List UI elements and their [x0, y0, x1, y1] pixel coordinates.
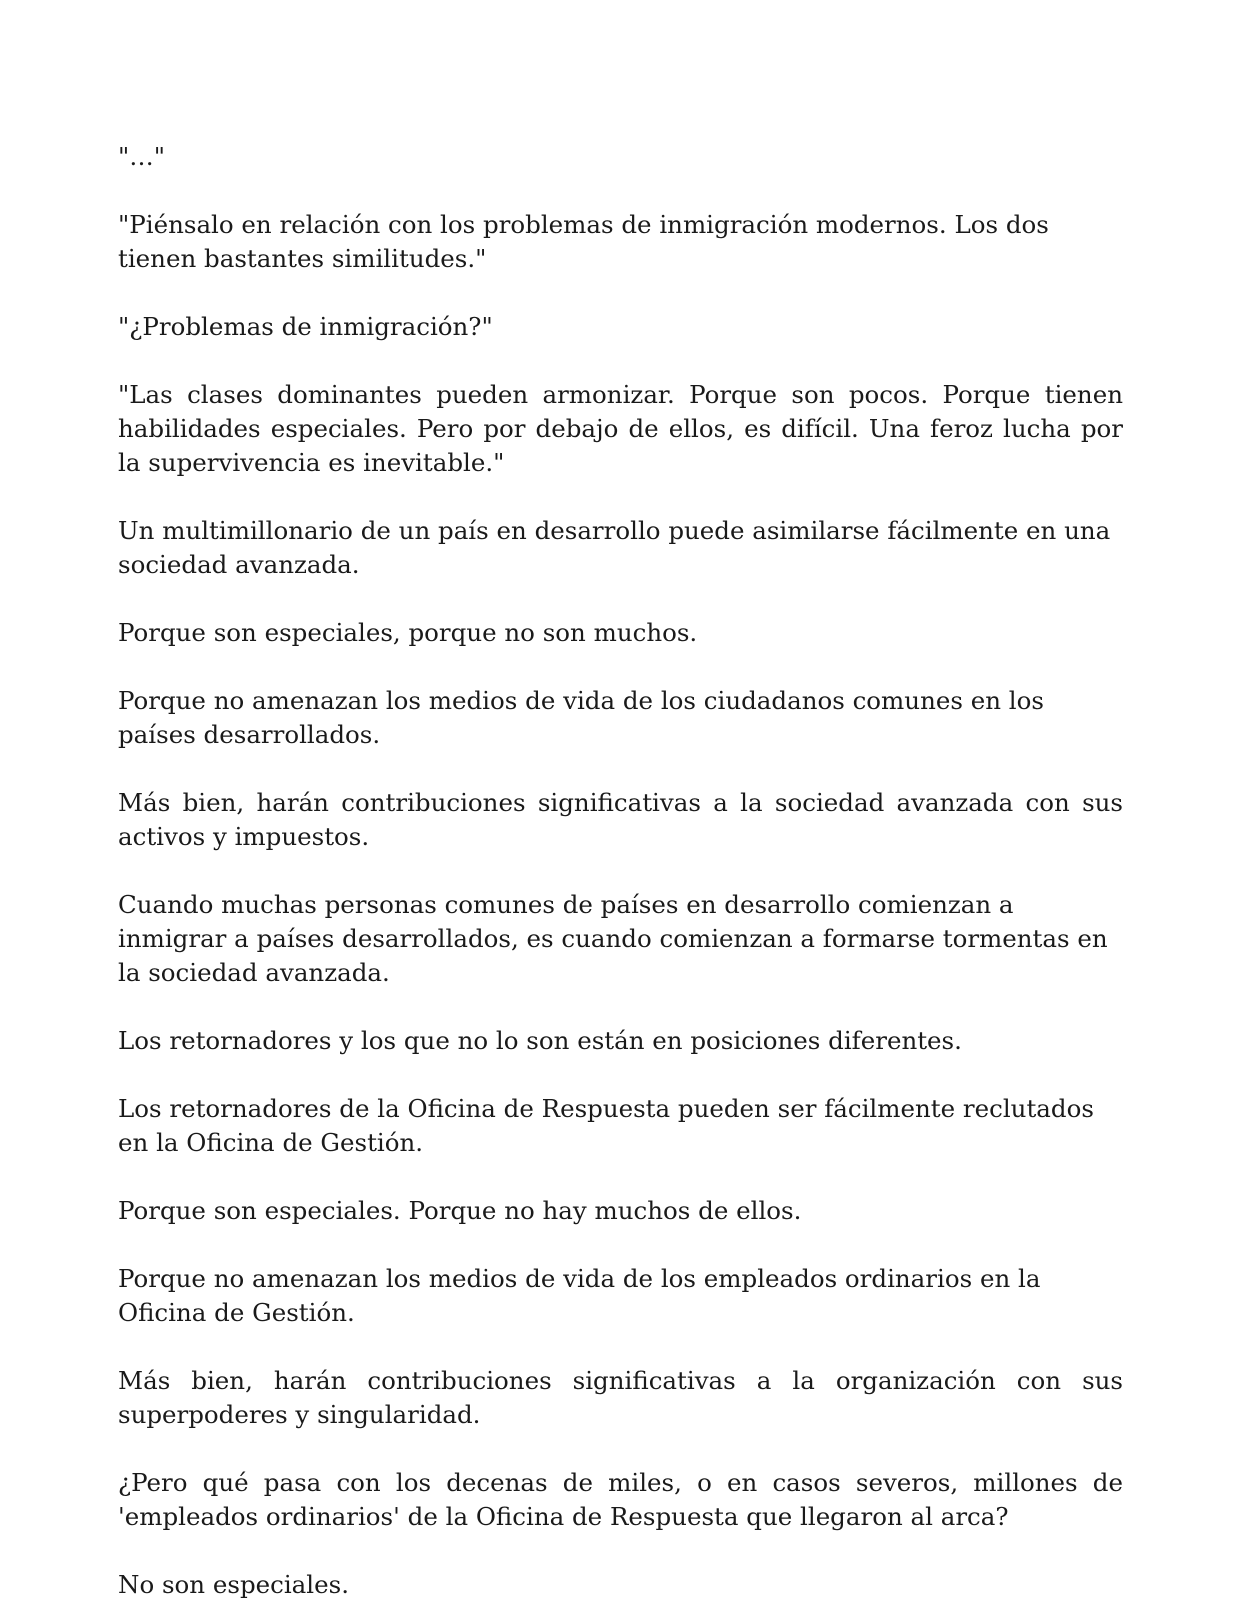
paragraph: Porque son especiales. Porque no hay muchos de ellos.	[118, 1196, 802, 1225]
paragraph: ¿Pero qué pasa con los decenas de miles, o en casos severos, millones de 'empleados ordinarios' de la Oficina de Respuesta que llegaron al arca?	[118, 1468, 1123, 1531]
paragraph: Porque no amenazan los medios de vida de los empleados ordinarios en la Oficina de Gestión.	[118, 1264, 1041, 1327]
paragraph: "Las clases dominantes pueden armonizar. Porque son pocos. Porque tienen habilidades especiales. Pero por debajo de ellos, es difícil. Una feroz lucha por la supervivencia es inevitable."	[118, 380, 1123, 477]
paragraph: Más bien, harán contribuciones significativas a la organización con sus superpoderes y singularidad.	[118, 1366, 1123, 1429]
paragraph: Más bien, harán contribuciones significativas a la sociedad avanzada con sus activos y impuestos.	[118, 788, 1123, 851]
paragraph: No son especiales.	[118, 1570, 349, 1599]
paragraph: Porque no amenazan los medios de vida de los ciudadanos comunes en los países desarrollados.	[118, 686, 1044, 749]
paragraph: Los retornadores de la Oficina de Respuesta pueden ser fácilmente reclutados en la Oficina de Gestión.	[118, 1094, 1094, 1157]
paragraph-ellipsis-quote: "…"	[118, 142, 166, 171]
paragraph: Los retornadores y los que no lo son están en posiciones diferentes.	[118, 1026, 962, 1055]
paragraph: "¿Problemas de inmigración?"	[118, 312, 493, 341]
paragraph: "Piénsalo en relación con los problemas de inmigración modernos. Los dos tienen bastantes similitudes."	[118, 210, 1049, 273]
text-body	[118, 140, 1123, 1617]
paragraph: Un multimillonario de un país en desarrollo puede asimilarse fácilmente en una sociedad avanzada.	[118, 516, 1111, 579]
paragraph: Cuando muchas personas comunes de países en desarrollo comienzan a inmigrar a países desarrollados, es cuando comienzan a formarse tormentas en la sociedad avanzada.	[118, 890, 1108, 987]
paragraph: Porque son especiales, porque no son muchos.	[118, 618, 698, 647]
